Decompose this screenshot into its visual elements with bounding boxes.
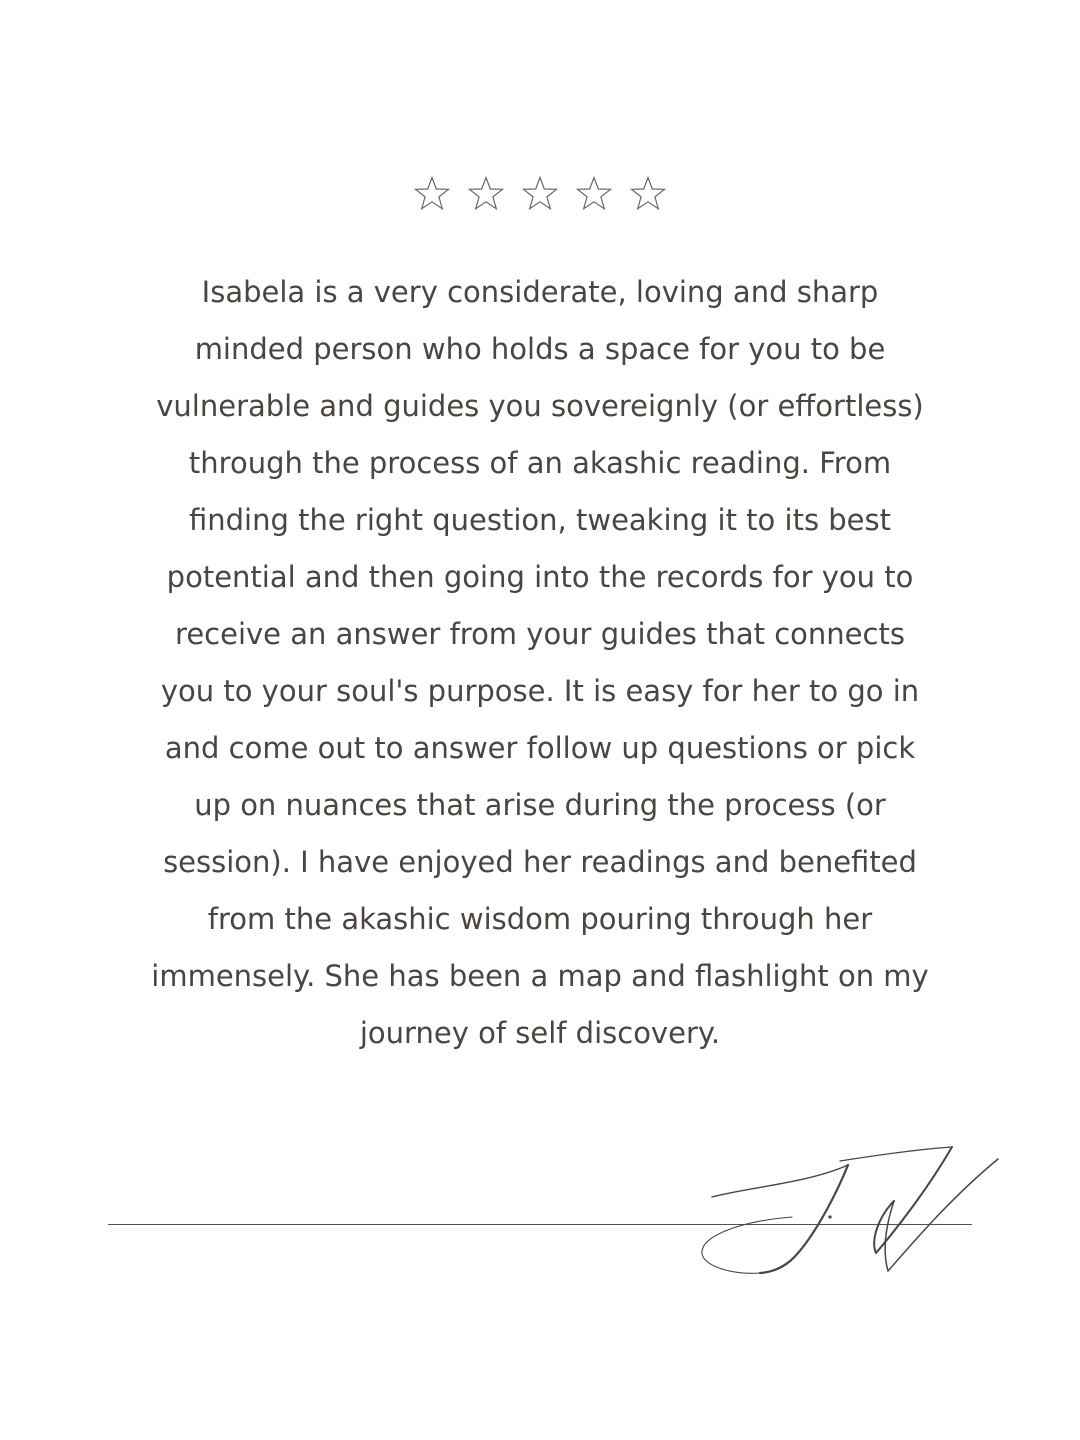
star-outline-icon — [414, 176, 450, 212]
star-rating — [0, 176, 1080, 212]
star-outline-icon — [576, 176, 612, 212]
star-outline-icon — [630, 176, 666, 212]
star-outline-icon — [522, 176, 558, 212]
star-outline-icon — [468, 176, 504, 212]
testimonial-text: Isabela is a very considerate, loving and sharp minded person who holds a space for you to be vulnerable and guides you sovereignly (or effortless) through the process of an akashic reading. From finding the right question, tweaking it to its best potential and then going into the records for you to receive an answer from your guides that connects you to your soul's purpose. It is easy for her to go in and come out to answer follow up questions or pick up on nuances that arise during the process (or session). I have enjoyed her readings and benefited from the akashic wisdom pouring through her immensely. She has been a map and flashlight on my journey of self discovery. — [151, 275, 929, 1050]
handwritten-signature — [690, 1135, 1010, 1285]
